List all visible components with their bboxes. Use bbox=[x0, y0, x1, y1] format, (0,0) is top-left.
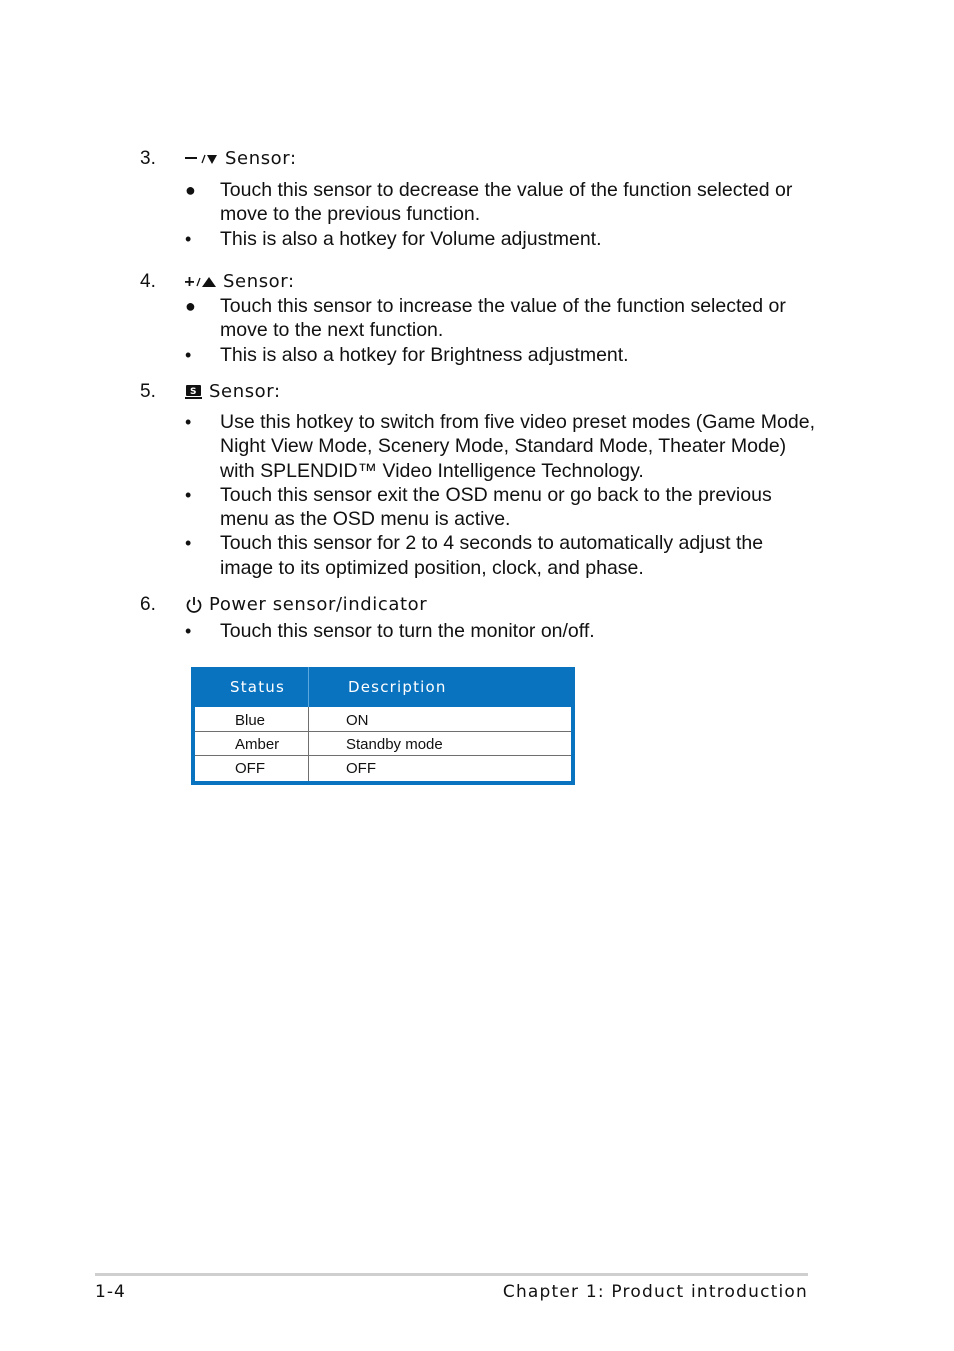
bullet-icon: • bbox=[185, 533, 192, 554]
bullet-text: Touch this sensor to increase the value of the function selected or move to the next function. bbox=[220, 295, 786, 342]
bullet-list bbox=[140, 294, 820, 367]
chapter-title: Chapter 1: Product introduction bbox=[502, 1282, 808, 1302]
bullet-icon: • bbox=[185, 412, 192, 432]
bullet-icon: • bbox=[185, 228, 192, 249]
bullet-icon: • bbox=[185, 484, 192, 505]
section-number: 5. bbox=[140, 381, 156, 402]
section-heading bbox=[140, 270, 820, 296]
table-row bbox=[195, 756, 571, 780]
list-item bbox=[140, 619, 820, 643]
status-table bbox=[191, 667, 575, 785]
bullet-text: This is also a hotkey for Brightness adjustment. bbox=[220, 343, 629, 366]
table-cell: OFF bbox=[346, 760, 376, 777]
list-item bbox=[140, 294, 820, 343]
bullet-text: Touch this sensor for 2 to 4 seconds to automatically adjust the image to its optimized position, clock, and phase. bbox=[220, 532, 764, 579]
minus-down-arrow-icon bbox=[185, 151, 219, 167]
svg-text:S: S bbox=[189, 387, 198, 397]
section-title bbox=[185, 380, 281, 404]
section-title-text: Power sensor/indicator bbox=[209, 594, 428, 615]
table-cell: Blue bbox=[235, 712, 266, 729]
table-body bbox=[195, 707, 571, 781]
section-number: 6. bbox=[140, 594, 156, 615]
table-cell: OFF bbox=[235, 760, 265, 777]
section-number: 4. bbox=[140, 271, 156, 292]
section-heading bbox=[140, 380, 820, 406]
table-row bbox=[195, 732, 571, 756]
bullet-text: Touch this sensor to decrease the value of the function selected or move to the previous function. bbox=[220, 179, 793, 226]
bullet-icon: ● bbox=[185, 180, 196, 200]
list-item bbox=[140, 343, 820, 367]
bullet-list bbox=[140, 619, 820, 643]
bullet-text: This is also a hotkey for Volume adjustment. bbox=[220, 227, 602, 250]
table-cell: ON bbox=[346, 712, 369, 729]
list-item bbox=[140, 178, 820, 227]
section-5 bbox=[140, 380, 820, 580]
list-item bbox=[140, 531, 820, 580]
section-4 bbox=[140, 270, 820, 367]
table-row bbox=[195, 708, 571, 732]
bullet-list bbox=[140, 410, 820, 580]
column-header-status: Status bbox=[230, 678, 285, 696]
section-title bbox=[185, 270, 295, 294]
splendid-s-icon bbox=[185, 384, 203, 400]
column-header-description: Description bbox=[348, 678, 447, 696]
bullet-icon: • bbox=[185, 621, 192, 641]
section-title bbox=[185, 593, 427, 617]
section-title-text: Sensor: bbox=[209, 381, 281, 402]
section-6 bbox=[140, 593, 820, 643]
section-title-text: Sensor: bbox=[223, 271, 295, 292]
section-heading bbox=[140, 147, 820, 173]
plus-up-arrow-icon bbox=[185, 274, 217, 290]
table-header bbox=[191, 667, 575, 707]
bullet-list bbox=[140, 178, 820, 251]
bullet-icon: ● bbox=[185, 296, 196, 316]
bullet-text: Touch this sensor to turn the monitor on/off. bbox=[220, 620, 595, 642]
section-heading bbox=[140, 593, 820, 619]
section-title-text: Sensor: bbox=[225, 148, 297, 169]
list-item bbox=[140, 410, 820, 483]
table-cell: Standby mode bbox=[346, 736, 443, 753]
bullet-text: Touch this sensor exit the OSD menu or go back to the previous menu as the OSD menu is active. bbox=[220, 483, 772, 531]
header-divider bbox=[308, 667, 309, 707]
list-item bbox=[140, 227, 820, 251]
bullet-icon: • bbox=[185, 344, 192, 365]
section-title bbox=[185, 147, 297, 171]
table-cell: Amber bbox=[235, 736, 280, 753]
power-icon bbox=[185, 596, 203, 614]
section-3 bbox=[140, 147, 820, 251]
footer-divider bbox=[95, 1273, 808, 1276]
section-number: 3. bbox=[140, 148, 156, 169]
list-item bbox=[140, 483, 820, 532]
page-number: 1-4 bbox=[95, 1282, 126, 1302]
bullet-text: Use this hotkey to switch from five video preset modes (Game Mode, Night View Mode, Scenery Mode, Standard Mode, Theater Mode) with SPLENDID™ Video Intelligence Technology. bbox=[220, 411, 815, 482]
